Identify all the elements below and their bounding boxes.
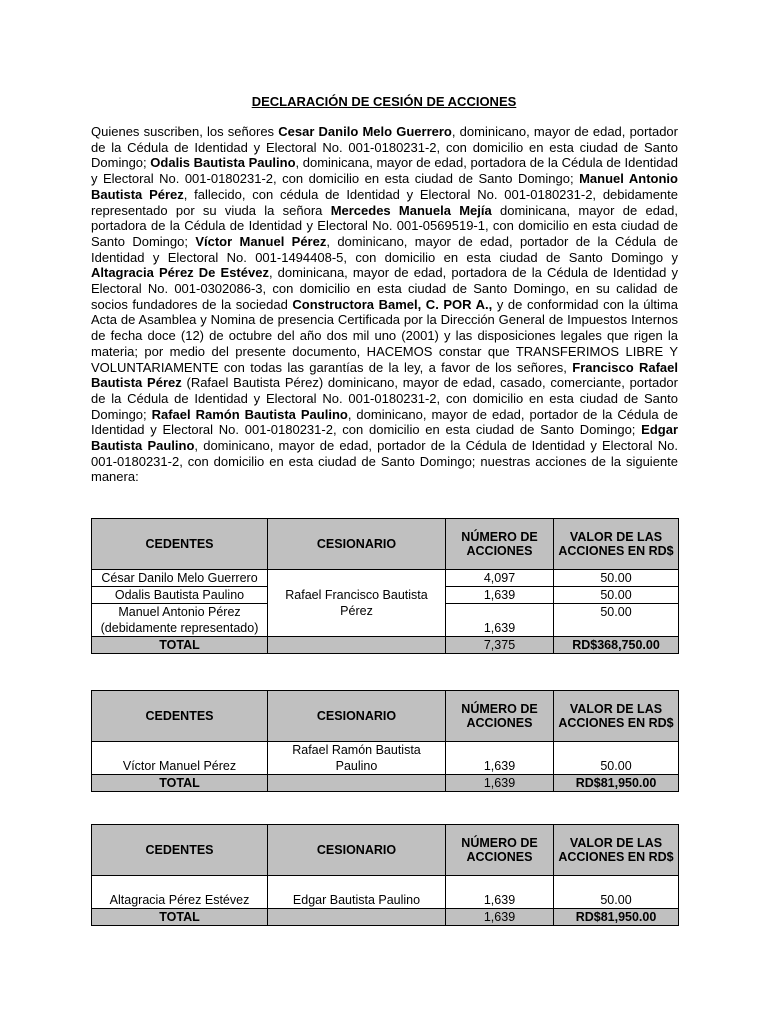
total-valor: RD$368,750.00 xyxy=(554,637,679,654)
body-bold-run: Edgar Bautista Paulino xyxy=(91,422,678,454)
cesionario-cell: Rafael Francisco Bautista Pérez xyxy=(268,570,446,637)
body-bold-run: Rafael Ramón Bautista Paulino xyxy=(151,406,348,422)
header-valor: VALOR DE LAS ACCIONES EN RD$ xyxy=(554,519,679,570)
body-bold-run: Cesar Danilo Melo Guerrero xyxy=(278,124,452,139)
header-numero: NÚMERO DE ACCIONES xyxy=(446,825,554,876)
shares-table-1 xyxy=(91,518,679,654)
numero-cell: 1,639 xyxy=(446,604,554,637)
total-valor: RD$81,950.00 xyxy=(554,775,679,792)
total-label: TOTAL xyxy=(92,909,268,926)
body-paragraph xyxy=(91,124,678,485)
total-valor: RD$81,950.00 xyxy=(554,909,679,926)
header-valor: VALOR DE LAS ACCIONES EN RD$ xyxy=(554,691,679,742)
table-header-row xyxy=(92,825,679,876)
cesionario-cell: Rafael Ramón Bautista Paulino xyxy=(268,742,446,775)
total-empty-cell xyxy=(268,637,446,654)
table-header-row xyxy=(92,691,679,742)
cedente-cell: Víctor Manuel Pérez xyxy=(92,742,268,775)
header-numero: NÚMERO DE ACCIONES xyxy=(446,691,554,742)
body-text-run: dominicana, mayor de edad, portadora de la Cédula de Identidad y Electoral No. 001-0569519-1, con domicilio en esta ciudad de Santo Domingo; xyxy=(91,202,679,249)
body-text-run: , dominicana, mayor de edad, portadora de la Cédula de Identidad y Electoral No. 001-0180231-2, con domicilio en esta ciudad de Santo Domingo; xyxy=(91,155,678,187)
shares-table-3 xyxy=(91,824,679,926)
total-row xyxy=(92,637,679,654)
header-numero: NÚMERO DE ACCIONES xyxy=(446,519,554,570)
numero-cell: 1,639 xyxy=(446,587,554,604)
shares-table-2 xyxy=(91,690,679,792)
header-cesionario: CESIONARIO xyxy=(268,825,446,876)
table-row xyxy=(92,570,679,587)
total-numero: 1,639 xyxy=(446,909,554,926)
valor-cell: 50.00 xyxy=(554,876,679,909)
table-header-row xyxy=(92,519,679,570)
header-cedentes: CEDENTES xyxy=(92,691,268,742)
header-valor: VALOR DE LAS ACCIONES EN RD$ xyxy=(554,825,679,876)
cedente-cell: Altagracia Pérez Estévez xyxy=(92,876,268,909)
cesionario-cell: Edgar Bautista Paulino xyxy=(268,876,446,909)
body-text-run: , dominicano, mayor de edad, portador de la Cédula de Identidad y Electoral No. 001-0180231-2, con domicilio en esta ciudad de Santo Domingo; nuestras acciones de la siguiente manera: xyxy=(91,438,678,485)
body-text-run: , fallecido, con cédula de Identidad y Electoral No. 001-0180231-2, debidamente representado por su viuda la señora xyxy=(91,186,678,218)
body-text-run: , dominicana, mayor de edad, portadora de la Cédula de Identidad y Electoral No. 001-0302086-3, con domicilio en esta ciudad de Santo Domingo, en su calidad de socios fundadores de la sociedad xyxy=(91,265,678,312)
total-empty-cell xyxy=(268,775,446,792)
valor-cell: 50.00 xyxy=(554,587,679,604)
numero-cell: 1,639 xyxy=(446,876,554,909)
cedente-cell: Manuel Antonio Pérez (debidamente representado) xyxy=(92,604,268,637)
numero-cell: 1,639 xyxy=(446,742,554,775)
body-text-run: , dominicano, mayor de edad, portador de la Cédula de Identidad y Electoral No. 001-1494408-5, con domicilio en esta ciudad de Santo Domingo y xyxy=(91,233,679,265)
total-row xyxy=(92,775,679,792)
body-bold-run: Manuel Antonio Bautista Pérez xyxy=(91,171,678,202)
body-bold-run: Odalis Bautista Paulino xyxy=(150,155,296,171)
body-text-run: , dominicano, mayor de edad, portador de la Cédula de Identidad y Electoral No. 001-0180231-2, con domicilio en esta ciudad de Santo Domingo; xyxy=(91,124,678,171)
numero-cell: 4,097 xyxy=(446,570,554,587)
body-text-run: Quienes suscriben, los señores xyxy=(91,124,279,139)
body-bold-run: Francisco Rafael Bautista Pérez xyxy=(91,359,679,391)
table-row xyxy=(92,876,679,909)
cedente-cell: Odalis Bautista Paulino xyxy=(92,587,268,604)
body-bold-run: Víctor Manuel Pérez xyxy=(195,233,327,249)
valor-cell: 50.00 xyxy=(554,570,679,587)
cedente-cell: César Danilo Melo Guerrero xyxy=(92,570,268,587)
document-title: DECLARACIÓN DE CESIÓN DE ACCIONES xyxy=(251,94,517,109)
body-text-run: (Rafael Bautista Pérez) dominicano, mayor de edad, casado, comerciante, portador de la Cédula de Identidad y Electoral No. 001-0180231-2, con domicilio en esta ciudad de Santo Domingo; xyxy=(91,375,678,422)
header-cedentes: CEDENTES xyxy=(92,825,268,876)
body-bold-run: Mercedes Manuela Mejía xyxy=(330,202,492,218)
total-empty-cell xyxy=(268,909,446,926)
body-text-run: y de conformidad con la última Acta de Asamblea y Nomina de presencia Certificada por la Dirección General de Impuestos Internos de fecha doce (12) de octubre del año dos mil uno (2001) y las disposiciones legales que rigen la materia; por medio del presente documento, HACEMOS constar que TRANSFERIMOS LIBRE Y VOLUNTARIAMENTE con todas las garantías de la ley, a favor de los señores, xyxy=(91,296,678,375)
body-text-run: , dominicano, mayor de edad, portador de la Cédula de Identidad y Electoral No. 001-0180231-2, con domicilio en esta ciudad de Santo Domingo; xyxy=(91,406,678,438)
valor-cell: 50.00 xyxy=(554,604,679,637)
total-numero: 7,375 xyxy=(446,637,554,654)
valor-cell: 50.00 xyxy=(554,742,679,775)
total-row xyxy=(92,909,679,926)
body-bold-run: Constructora Bamel, C. POR A., xyxy=(292,296,493,312)
total-label: TOTAL xyxy=(92,637,268,654)
header-cesionario: CESIONARIO xyxy=(268,691,446,742)
table-row xyxy=(92,742,679,775)
total-numero: 1,639 xyxy=(446,775,554,792)
header-cedentes: CEDENTES xyxy=(92,519,268,570)
header-cesionario: CESIONARIO xyxy=(268,519,446,570)
total-label: TOTAL xyxy=(92,775,268,792)
body-bold-run: Altagracia Pérez De Estévez xyxy=(91,265,269,281)
